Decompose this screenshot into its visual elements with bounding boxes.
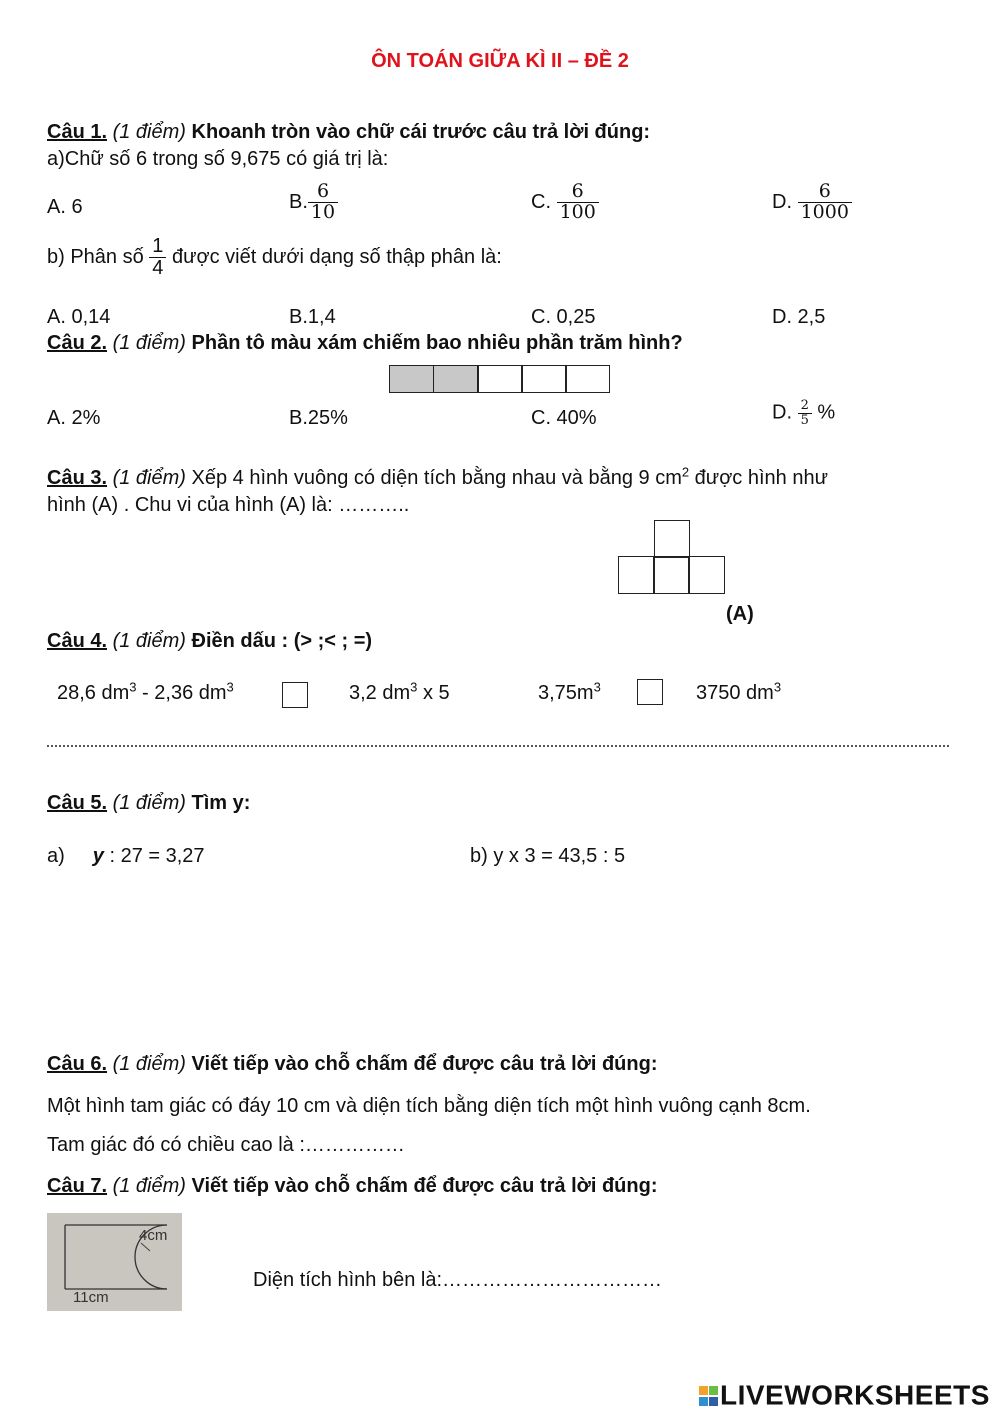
q1b-prompt — [47, 236, 502, 279]
q4-expr-3-a: 3,75m — [538, 682, 594, 704]
q5-label: Câu 5. — [47, 792, 108, 814]
fraction-denominator: 1000 — [798, 202, 852, 223]
q5-instruction: Tìm y: — [191, 792, 251, 814]
q1a-option-c-fraction — [557, 182, 599, 223]
q1a-option-c-prefix: C. — [531, 190, 551, 213]
q4-expr-2-tail: x 5 — [417, 682, 450, 704]
q4-expr-1-a: 28,6 dm — [57, 682, 130, 704]
fraction-numerator: 6 — [571, 180, 584, 202]
q3-line2: hình (A) . Chu vi của hình (A) là: ……….. — [47, 494, 410, 516]
q7-fig-radius-label: 4cm — [139, 1227, 168, 1244]
fraction-denominator: 4 — [149, 257, 166, 279]
q7-points: (1 điểm) — [112, 1175, 186, 1197]
q2-bar-cell — [521, 365, 567, 393]
liveworksheets-logo-icon — [698, 1385, 718, 1407]
q7-label: Câu 7. — [47, 1175, 108, 1197]
q4-expr-3 — [538, 679, 601, 705]
q4-sup: 3 — [773, 679, 782, 695]
q2-bar-cell — [565, 365, 610, 393]
q6-points: (1 điểm) — [112, 1053, 186, 1075]
q3-text-sup: 2 — [681, 464, 690, 480]
q7-figure-radius — [141, 1243, 150, 1251]
q3-text-pre: Xếp 4 hình vuông có diện tích bằng nhau và bằng 9 cm — [191, 467, 682, 489]
q3-points: (1 điểm) — [112, 467, 186, 489]
q2-label: Câu 2. — [47, 332, 108, 354]
q2-option-c[interactable]: C. 40% — [531, 407, 597, 429]
q7-instruction: Viết tiếp vào chỗ chấm để được câu trả lời đúng: — [191, 1175, 658, 1197]
q1a-option-d-prefix: D. — [772, 190, 792, 213]
q5-a-rest: : 27 = 3,27 — [103, 845, 205, 867]
q2-instruction: Phần tô màu xám chiếm bao nhiêu phần trăm hình? — [191, 332, 683, 354]
q6-instruction: Viết tiếp vào chỗ chấm để được câu trả lời đúng: — [191, 1053, 658, 1075]
fraction-denominator: 5 — [798, 413, 812, 428]
q7-heading — [47, 1175, 658, 1198]
q7-fig-width-label: 11cm — [73, 1289, 109, 1306]
fraction-denominator: 10 — [308, 202, 338, 223]
q2-points: (1 điểm) — [112, 332, 186, 354]
q1a-prompt: a)Chữ số 6 trong số 9,675 có giá trị là: — [47, 148, 389, 170]
q2-bar-cell — [477, 365, 523, 393]
q2-bar-cell — [389, 365, 435, 393]
q1a-option-d[interactable] — [772, 182, 852, 223]
q5-a-var: y — [92, 845, 104, 867]
q4-label: Câu 4. — [47, 630, 108, 652]
fraction-denominator: 100 — [557, 202, 599, 223]
q1b-option-c[interactable]: C. 0,25 — [531, 306, 596, 328]
fraction-numerator: 2 — [800, 398, 809, 413]
q3-square — [653, 556, 690, 594]
q1a-option-c[interactable] — [531, 182, 599, 223]
q1b-prompt-pre: b) Phân số — [47, 246, 144, 268]
q4-instruction: Điền dấu : (> ;< ; =) — [191, 630, 373, 652]
q3-label: Câu 3. — [47, 467, 108, 489]
q4-sup: 3 — [410, 679, 418, 695]
q2-option-d[interactable] — [772, 399, 835, 427]
q4-compare-box-1[interactable] — [282, 682, 308, 708]
q1b-prompt-post: được viết dưới dạng số thập phân là: — [171, 246, 502, 268]
q2-option-d-prefix: D. — [772, 401, 792, 424]
q3-squares-figure — [618, 520, 726, 595]
q1b-option-a[interactable]: A. 0,14 — [47, 306, 111, 328]
q2-option-a[interactable]: A. 2% — [47, 407, 101, 429]
q3-square — [654, 520, 690, 558]
q6-label: Câu 6. — [47, 1053, 108, 1075]
q4-expr-2 — [349, 679, 450, 705]
q7-answer[interactable]: Diện tích hình bên là:…………………………… — [253, 1269, 663, 1291]
q2-heading — [47, 332, 683, 355]
q5-heading — [47, 792, 250, 815]
q2-option-d-suffix: % — [817, 401, 836, 424]
q4-sup: 3 — [593, 679, 601, 695]
q3-square — [618, 556, 655, 594]
fraction-numerator: 6 — [818, 180, 831, 202]
q1a-option-b-fraction — [308, 182, 338, 223]
q5-a-label: a) — [47, 845, 65, 867]
q2-option-b[interactable]: B.25% — [289, 407, 348, 429]
q5-part-a — [47, 845, 205, 868]
q6-heading — [47, 1053, 658, 1076]
liveworksheets-text: LIVEWORKSHEETS — [720, 1379, 990, 1411]
q3-heading — [47, 464, 828, 490]
q7-figure — [47, 1213, 182, 1311]
q1a-option-d-fraction — [798, 182, 852, 223]
q4-compare-box-2[interactable] — [637, 679, 663, 705]
q6-line2[interactable]: Tam giác đó có chiều cao là :…………… — [47, 1134, 405, 1156]
q4-expr-4 — [696, 679, 782, 705]
q1a-option-b-prefix: B. — [289, 190, 308, 213]
page-title: ÔN TOÁN GIỮA KÌ II – ĐỀ 2 — [371, 50, 629, 72]
q5-points: (1 điểm) — [112, 792, 186, 814]
q1-heading — [47, 121, 650, 144]
q5-part-b: b) y x 3 = 43,5 : 5 — [470, 845, 626, 867]
q2-bar-figure — [389, 365, 609, 393]
q1b-fraction — [149, 236, 166, 279]
q4-points: (1 điểm) — [112, 630, 186, 652]
q4-sup: 3 — [129, 679, 137, 695]
q1-label: Câu 1. — [47, 121, 108, 143]
q4-sup: 3 — [226, 679, 234, 695]
q4-expr-2-a: 3,2 dm — [349, 682, 411, 704]
q1b-option-d[interactable]: D. 2,5 — [772, 306, 826, 328]
q4-expr-1 — [57, 679, 234, 705]
q1b-option-b[interactable]: B.1,4 — [289, 306, 336, 328]
q3-square — [688, 556, 725, 594]
q4-expr-1-b: - 2,36 dm — [136, 682, 227, 704]
q2-bar-cell — [433, 365, 479, 393]
q4-expr-4-a: 3750 dm — [696, 682, 774, 704]
q3-text-post: được hình như — [689, 467, 828, 489]
q1-instruction: Khoanh tròn vào chữ cái trước câu trả lời đúng: — [191, 121, 651, 143]
q4-heading — [47, 630, 372, 653]
q1a-option-a[interactable]: A. 6 — [47, 196, 83, 218]
q1a-option-b[interactable] — [289, 182, 338, 223]
answer-dotted-line[interactable] — [47, 745, 949, 747]
q6-line1: Một hình tam giác có đáy 10 cm và diện tích bằng diện tích một hình vuông cạnh 8cm. — [47, 1095, 811, 1117]
q1-points: (1 điểm) — [112, 121, 186, 143]
liveworksheets-watermark — [698, 1378, 990, 1412]
q2-option-d-fraction — [798, 399, 812, 427]
fraction-numerator: 6 — [316, 180, 330, 202]
q3-figure-label: (A) — [726, 603, 754, 625]
fraction-numerator: 1 — [152, 235, 164, 257]
